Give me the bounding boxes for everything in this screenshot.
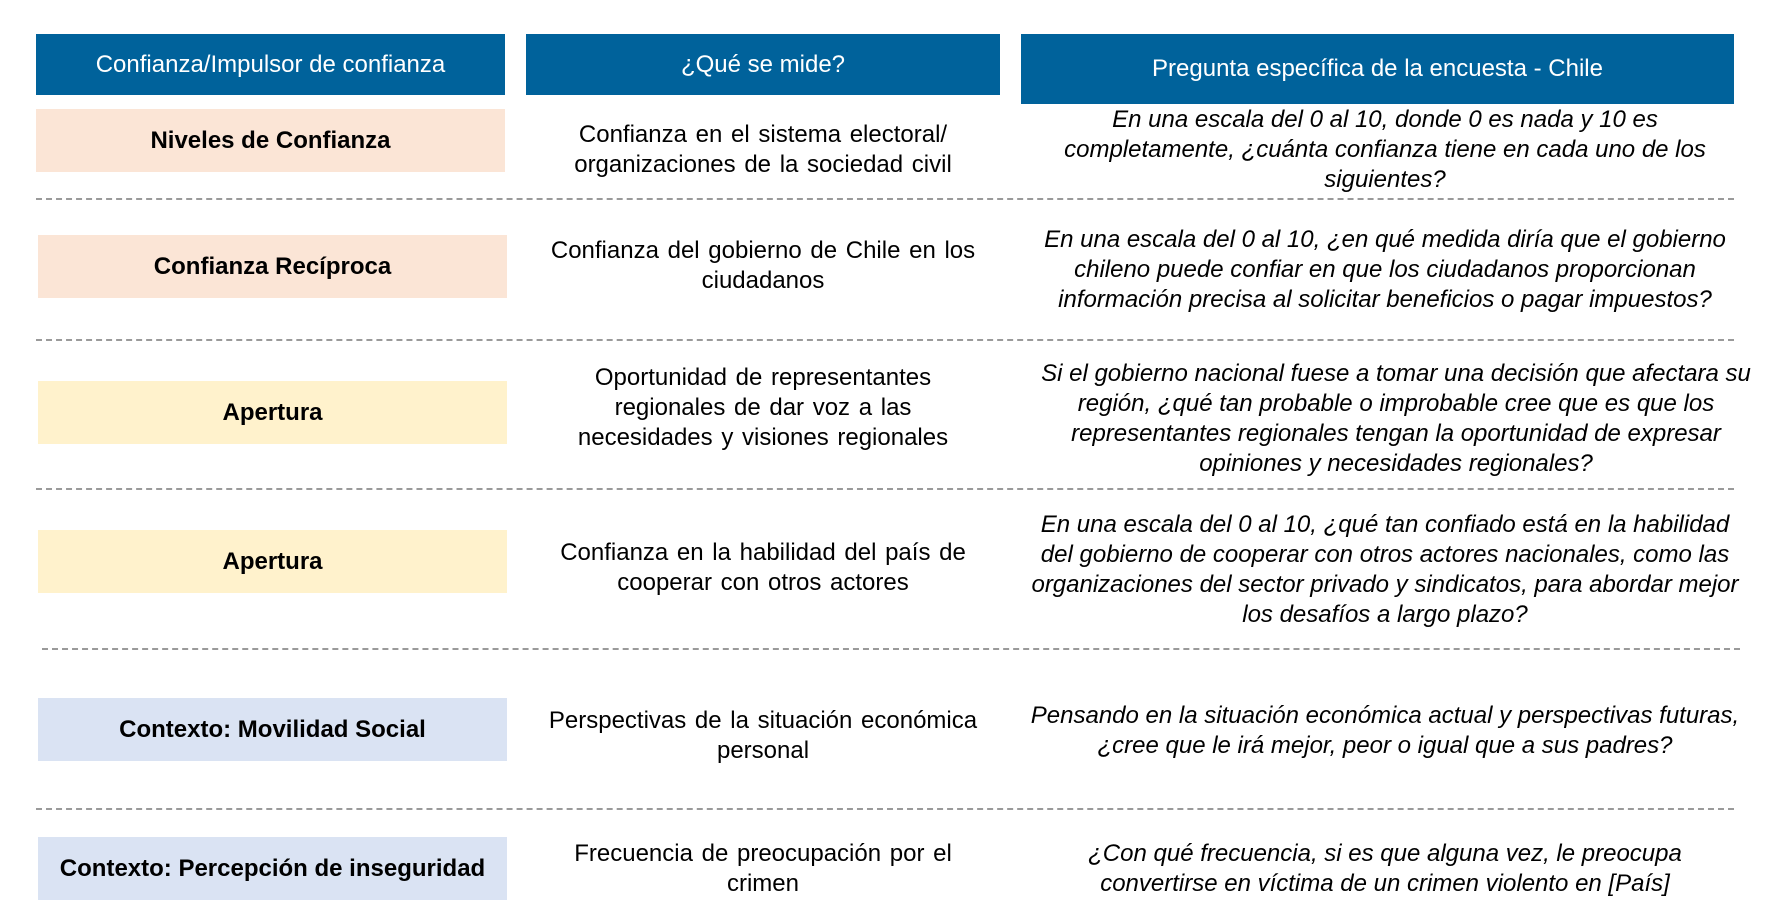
- measure-text-row-1: Confianza en el sistema electoral/ organizaciones de la sociedad civil: [574, 121, 952, 178]
- header-measure: ¿Qué se mide?: [526, 34, 1000, 95]
- row-separator: [36, 198, 1734, 200]
- driver-label-row-3: Apertura: [38, 381, 507, 444]
- driver-label-row-1: Niveles de Confianza: [36, 109, 505, 172]
- row-separator: [36, 808, 1734, 810]
- driver-label-row-2: Confianza Recíproca: [38, 235, 507, 298]
- question-text-row-5: Pensando en la situación económica actual y perspectivas futuras, ¿cree que le irá mejor, peor o igual que a sus padres?: [1030, 702, 1740, 759]
- measure-text-row-5: Perspectivas de la situación económica personal: [548, 707, 978, 764]
- measure-text-row-3: Oportunidad de representantes regionales de dar voz a las necesidades y visiones regionales: [577, 364, 949, 451]
- header-driver: Confianza/Impulsor de confianza: [36, 34, 505, 95]
- question-text-row-2: En una escala del 0 al 10, ¿en qué medida diría que el gobierno chileno puede confiar en que los ciudadanos proporcionan información precisa al solicitar beneficios o pagar impuestos?: [1044, 226, 1726, 313]
- question-text-row-4: En una escala del 0 al 10, ¿qué tan confiado está en la habilidad del gobierno de cooperar con otros actores nacionales, como las organizaciones del sector privado y sindicatos, para abordar mejor los desafíos a largo plazo?: [1031, 511, 1739, 628]
- driver-label-row-4: Apertura: [38, 530, 507, 593]
- measure-text-row-2: Confianza del gobierno de Chile en los ciudadanos: [550, 237, 976, 294]
- measure-text-row-4: Confianza en la habilidad del país de cooperar con otros actores: [560, 539, 966, 596]
- question-text-row-6: ¿Con qué frecuencia, si es que alguna vez, le preocupa convertirse en víctima de un crimen violento en [País]: [1088, 840, 1682, 897]
- driver-label-row-5: Contexto: Movilidad Social: [38, 698, 507, 761]
- header-question: Pregunta específica de la encuesta - Chile: [1021, 34, 1734, 104]
- row-separator: [42, 648, 1740, 650]
- row-separator: [36, 488, 1734, 490]
- measure-text-row-6: Frecuencia de preocupación por el crimen: [574, 840, 952, 897]
- question-text-row-1: En una escala del 0 al 10, donde 0 es nada y 10 es completamente, ¿cuánta confianza tiene en cada uno de los siguientes?: [1064, 106, 1706, 193]
- question-text-row-3: Si el gobierno nacional fuese a tomar una decisión que afectara su región, ¿qué tan probable o improbable cree que es que los representantes regionales tengan la oportunidad de expresar opiniones y necesidades regionales?: [1041, 360, 1751, 477]
- driver-label-row-6: Contexto: Percepción de inseguridad: [38, 837, 507, 900]
- row-separator: [36, 339, 1734, 341]
